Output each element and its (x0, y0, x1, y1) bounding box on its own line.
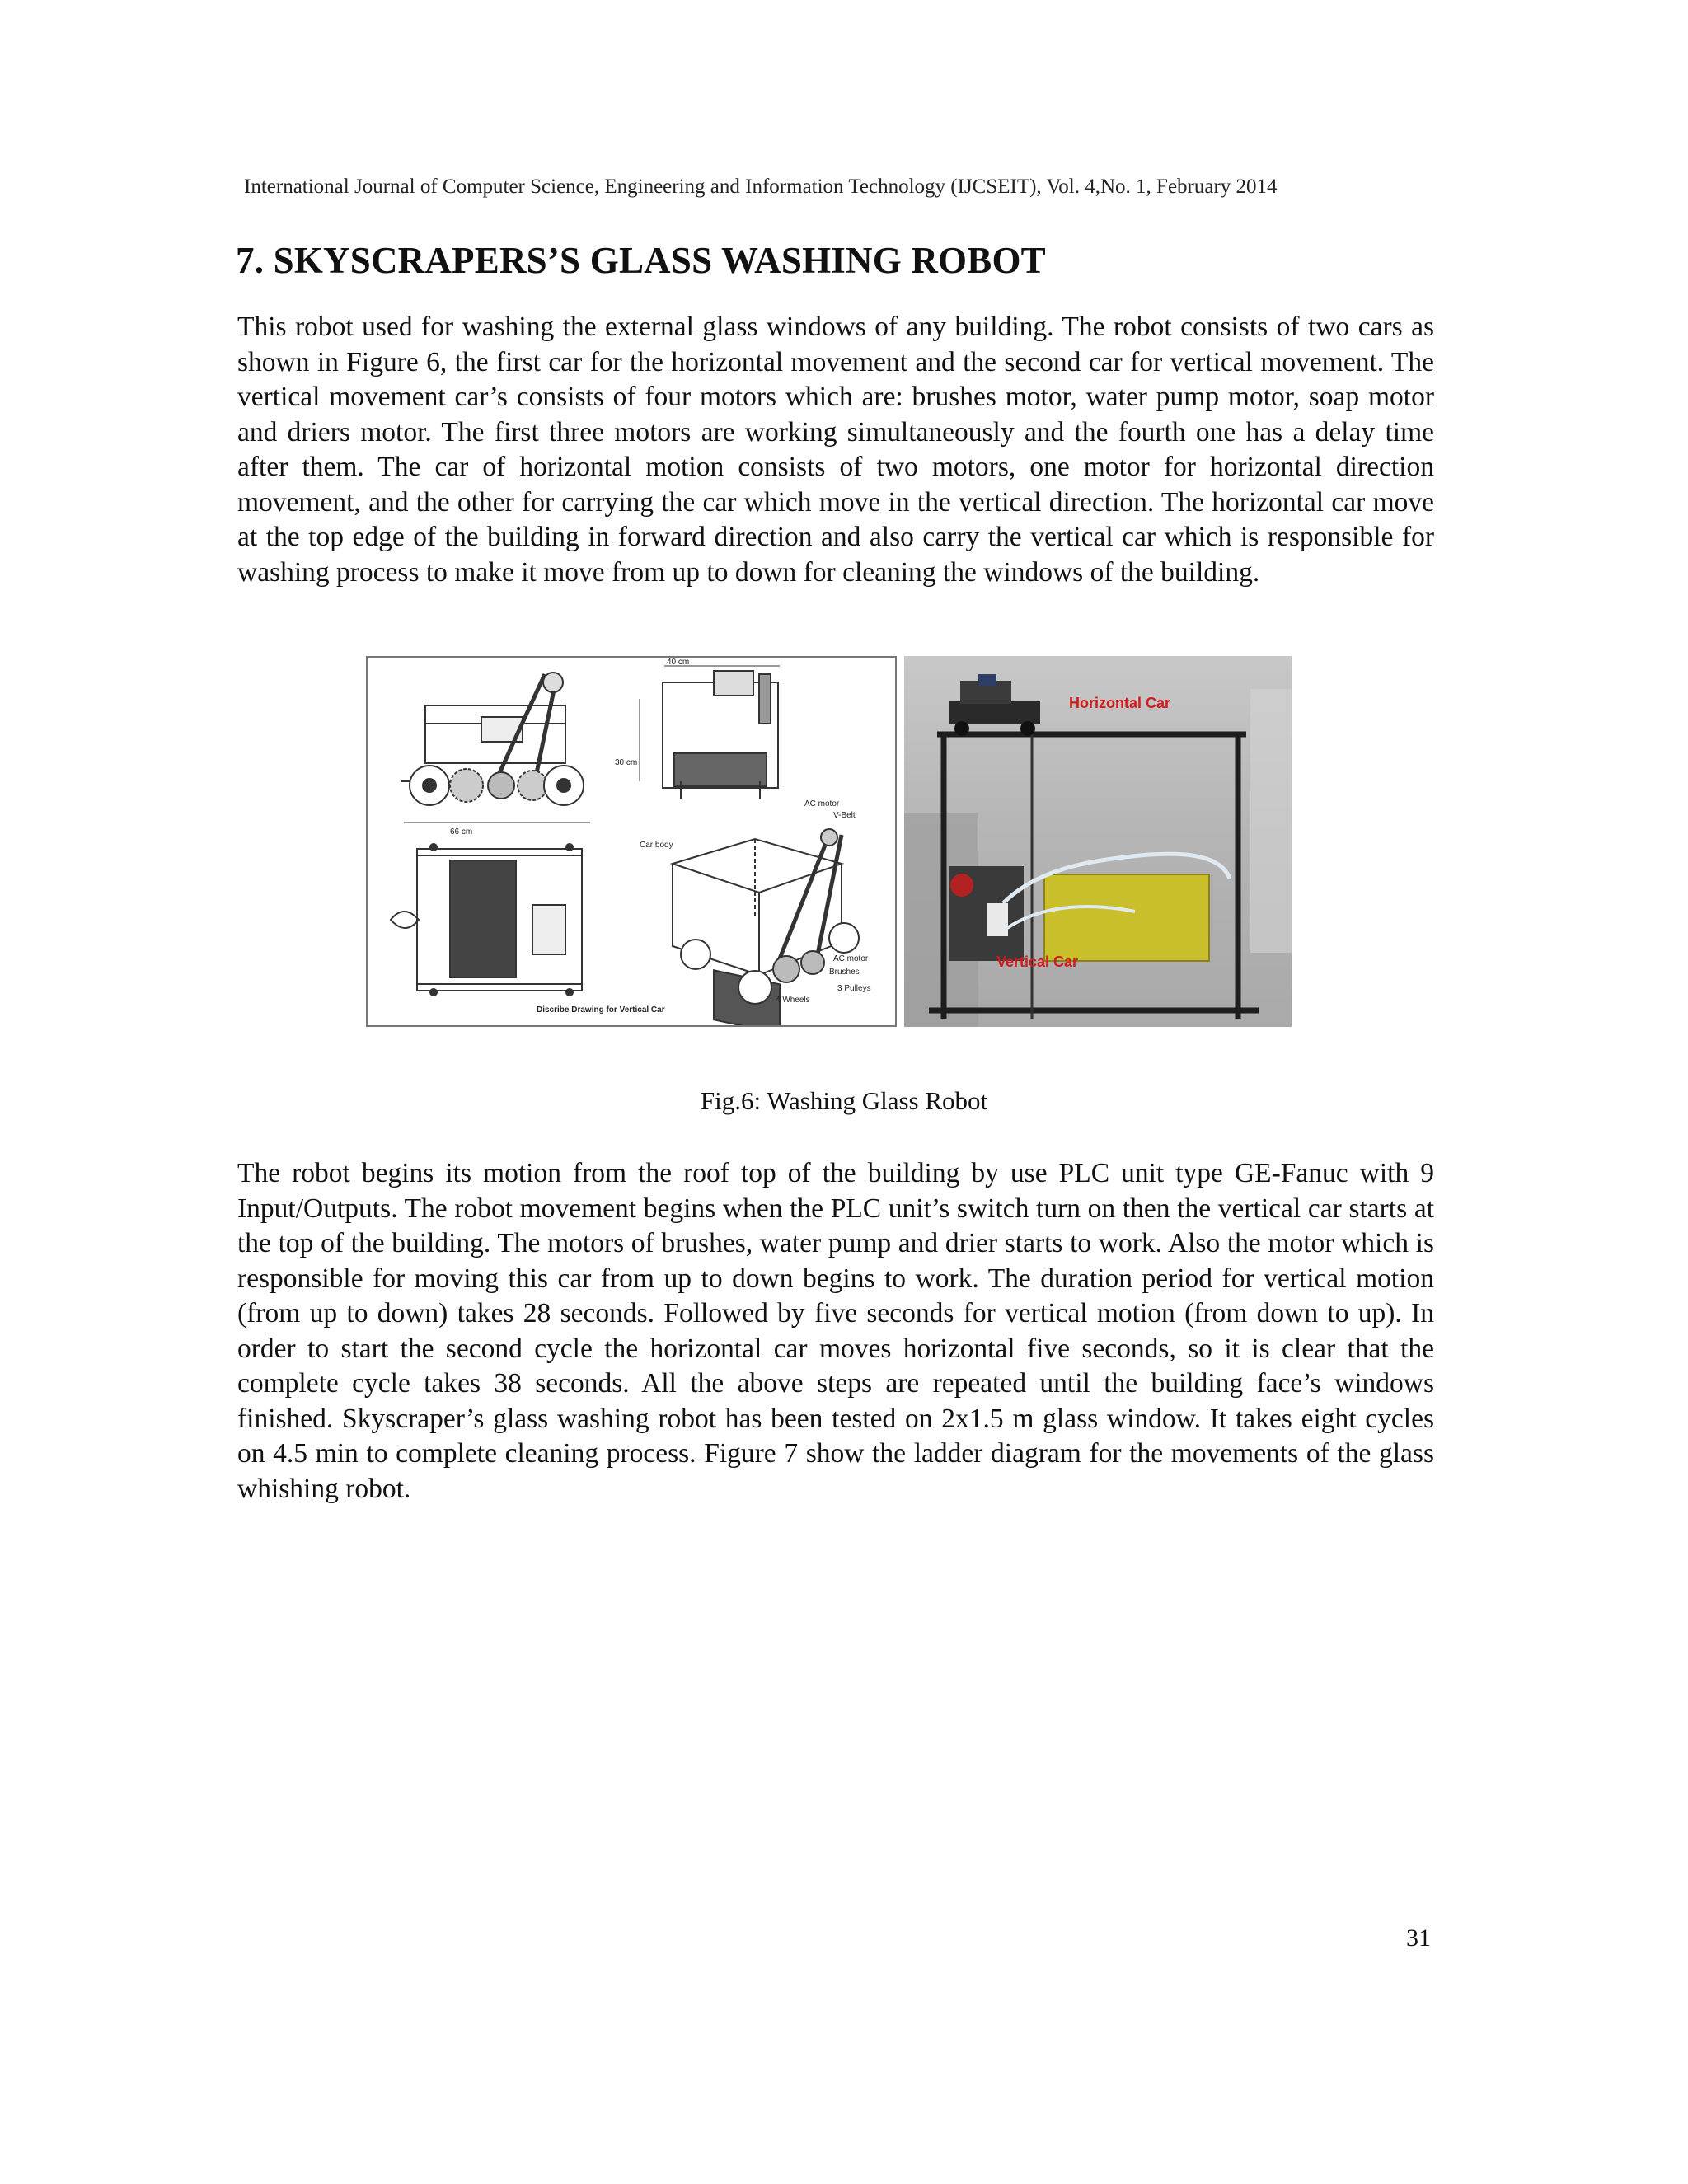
label-ac-motor-bottom: AC motor (833, 954, 869, 963)
section-title: 7. SKYSCRAPERS’S GLASS WASHING ROBOT (236, 240, 1046, 281)
top-view (391, 844, 582, 996)
label-pulleys: 3 Pulleys (837, 984, 871, 993)
robot-photo (904, 656, 1292, 1027)
label-vertical-car: Vertical Car (996, 954, 1079, 970)
label-horizontal-car: Horizontal Car (1069, 695, 1171, 711)
drawing-title: Discribe Drawing for Vertical Car (537, 1005, 665, 1015)
isometric-view (673, 829, 859, 1025)
label-car-body: Car body (640, 841, 673, 850)
dim-width-label: 40 cm (667, 658, 690, 667)
page-number: 31 (1406, 1924, 1431, 1952)
label-wheels: 4 Wheels (776, 996, 810, 1005)
dim-height-label: 30 cm (615, 758, 638, 767)
label-ac-motor-top: AC motor (804, 799, 840, 808)
label-brushes: Brushes (829, 968, 860, 977)
front-view (640, 666, 780, 799)
figure-caption: Fig.6: Washing Glass Robot (700, 1086, 988, 1115)
label-vbelt: V-Belt (833, 811, 856, 820)
drawing-svg (368, 658, 895, 1025)
running-header: International Journal of Computer Science, Engineering and Information Technology (IJCSEIT), Vol. 4,No. 1, February 2014 (244, 176, 1278, 198)
photo-svg (904, 656, 1292, 1027)
body-paragraph-1: This robot used for washing the external glass windows of any building. The robot consists of two cars as shown in Figure 6, the first car for the horizontal movement and the second car for vertical movement. The vertical movement car’s consists of four motors which are: brushes motor, water pump motor, soap motor and driers motor. The first three motors are working simultaneously and the fourth one has a delay time after them. The car of horizontal motion consists of two motors, one motor for horizontal direction movement, and the other for carrying the car which move in the vertical direction. The horizontal car move at the top edge of the building in forward direction and also carry the vertical car which is responsible for washing process to make it move from up to down for cleaning the windows of the building. (237, 312, 1434, 588)
dim-length-label: 66 cm (450, 827, 473, 837)
body-paragraph-2: The robot begins its motion from the roof top of the building by use PLC unit type GE-Fanuc with 9 Input/Outputs. The robot movement begins when the PLC unit’s switch turn on then the vertical car starts at the top of the building. The motors of brushes, water pump and drier starts to work. Also the motor which is responsible for moving this car from up to down begins to work. The duration period for vertical motion (from up to down) takes 28 seconds. Followed by five seconds for vertical motion (from down to up). In order to start the second cycle the horizontal car moves horizontal five seconds, so it is clear that the complete cycle takes 38 seconds. All the above steps are repeated until the building face’s windows finished. Skyscraper’s glass washing robot has been tested on 2x1.5 m glass window. It takes eight cycles on 4.5 min to complete cleaning process. Figure 7 show the ladder diagram for the movements of the glass whishing robot. (237, 1158, 1434, 1504)
vertical-car-drawing (366, 656, 897, 1027)
side-view (401, 673, 590, 823)
